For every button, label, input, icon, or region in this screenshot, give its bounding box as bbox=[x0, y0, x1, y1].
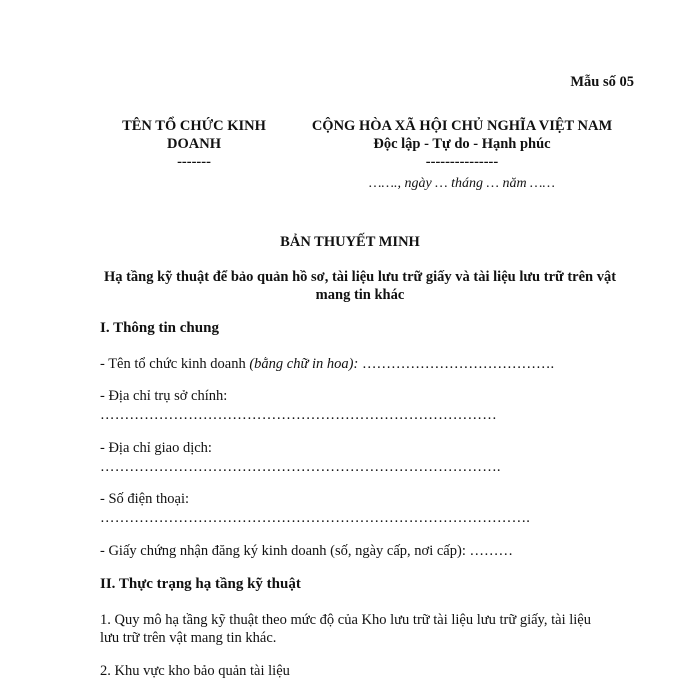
business-name-label: - Tên tổ chức kinh doanh bbox=[100, 356, 250, 372]
section-infrastructure-heading: II. Thực trạng hạ tầng kỹ thuật bbox=[100, 576, 301, 592]
organization-name-line2: DOANH bbox=[167, 136, 221, 152]
phone-dots: ……………………………………………………………………………. bbox=[100, 510, 531, 526]
document-title: BẢN THUYẾT MINH bbox=[280, 234, 420, 250]
business-name-line bbox=[100, 356, 554, 373]
organization-name-line1: TÊN TỔ CHỨC KINH bbox=[122, 118, 266, 134]
item1-line1: 1. Quy mô hạ tầng kỹ thuật theo mức độ của Kho lưu trữ tài liệu lưu trữ giấy, tài liệu bbox=[100, 612, 591, 628]
motto-rule: --------------- bbox=[425, 154, 499, 170]
head-office-address-label: - Địa chỉ trụ sở chính: bbox=[100, 388, 228, 404]
item1-line2: lưu trữ trên vật mang tin khác. bbox=[100, 630, 277, 646]
transaction-address-dots: ………………………………………………………………………. bbox=[100, 459, 501, 475]
organization-header bbox=[100, 117, 288, 171]
business-name-hint: (bằng chữ in hoa): bbox=[249, 356, 359, 372]
document-subtitle: Hạ tầng kỹ thuật để bảo quản hồ sơ, tài liệu lưu trữ giấy và tài liệu lưu trữ trên vật mang tin khác bbox=[103, 269, 617, 303]
item2-line: 2. Khu vực kho bảo quản tài liệu bbox=[100, 663, 290, 679]
date-line: ……., ngày … tháng … năm …… bbox=[369, 176, 555, 191]
national-motto: Độc lập - Tự do - Hạnh phúc bbox=[373, 136, 551, 152]
phone-label: - Số điện thoại: bbox=[100, 491, 190, 507]
form-number: Mẫu số 05 bbox=[570, 74, 634, 90]
country-name: CỘNG HÒA XÃ HỘI CHỦ NGHĨA VIỆT NAM bbox=[311, 118, 613, 134]
business-name-dots: …………………………………. bbox=[358, 356, 555, 372]
transaction-address-label: - Địa chỉ giao dịch: bbox=[100, 440, 212, 456]
section-general-info-heading: I. Thông tin chung bbox=[100, 320, 219, 336]
national-header bbox=[296, 117, 628, 171]
business-certificate-line: - Giấy chứng nhận đăng ký kinh doanh (số, ngày cấp, nơi cấp): ……… bbox=[100, 543, 513, 559]
head-office-address-dots: ……………………………………………………………………… bbox=[100, 407, 497, 423]
organization-rule: ------- bbox=[177, 154, 211, 170]
